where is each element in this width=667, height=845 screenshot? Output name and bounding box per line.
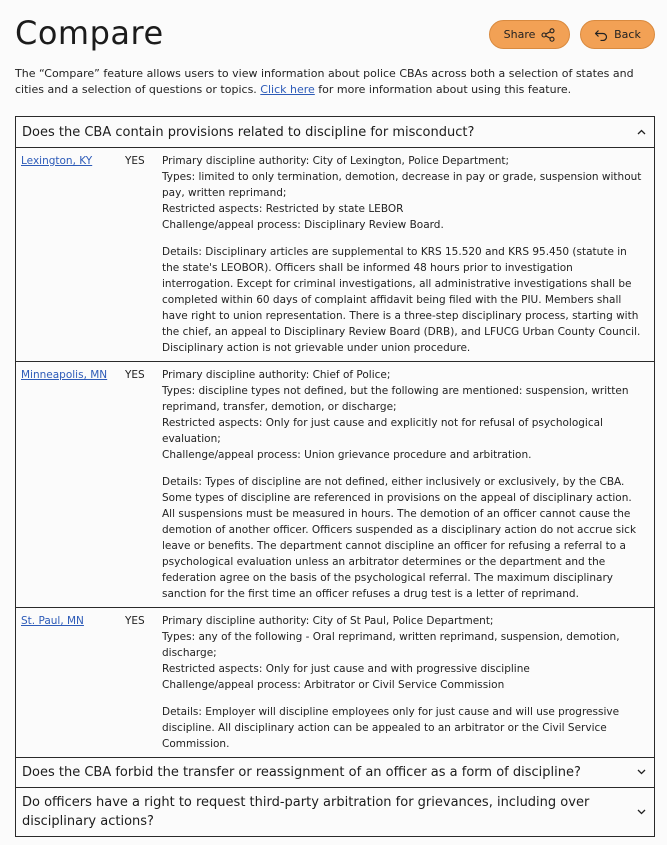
details-paragraph: Details: Types of discipline are not defined, either inclusively or exclusively, by the CBA. Some types of discipline are referenced in provisions on the appeal of disciplinary action. All suspensions must be measured in hours. The demotion of an officer cannot cause the demotion of another officer. Officers suspended as a disciplinary action do not accrue sick leave or benefits. The department cannot discipline an officer for refusing a referral to a psychological evaluation unless an arbitrator determines or the department and the federation agree on the basis of the psychological referral. The maximum disciplinary sanction for the first time an officer refuses a drug test is a letter of reprimand.	[162, 476, 637, 600]
question-header[interactable]	[16, 758, 654, 787]
details-paragraph: Details: Employer will discipline employees only for just cause and will use progressive discipline. All disciplinary action can be appealed to an arbitrator or the Civil Service Commission.	[162, 706, 620, 750]
back-arrow-icon	[594, 29, 608, 41]
share-icon	[541, 28, 555, 42]
table-row	[16, 607, 654, 757]
details-paragraph: Details: Disciplinary articles are supplemental to KRS 15.520 and KRS 95.450 (statute in the state's LEOBOR). Officers shall be informed 48 hours prior to investigation interrogation. Except for criminal investigations, all administrative investigations shall be completed within 60 days of complaint affidavit being filed with the PIU. Members shall have right to union representation. There is a three-step disciplinary process, starting with the chief, an appeal to Disciplinary Review Board (DRB), and LFUCG Urban County Council. Disciplinary action is not grievable under union procedure.	[162, 246, 641, 354]
answer-details: Primary discipline authority: City of St Paul, Police Department; Types: any of the following - Oral reprimand, written reprimand, suspension, demotion, discharge; Restricted aspects: Only for just cause and with progressive discipline Challenge/appeal process: Arbitrator or Civil Service Commission Details: Employer will discipline employees only for just cause and will use progressive discipline. All disciplinary action can be appealed to an arbitrator or the Civil Service Commission.	[162, 613, 654, 752]
back-label: Back	[614, 28, 641, 41]
question-text: Do officers have a right to request third-party arbitration for grievances, including over disciplinary actions?	[22, 795, 590, 829]
answer-details: Primary discipline authority: Chief of Police; Types: discipline types not defined, but the following are mentioned: suspension, written reprimand, transfer, demotion, or discharge; Restricted aspects: Only for just cause and explicitly not for refusal of psychological evaluation; Challenge/appeal process: Union grievance procedure and arbitration. Details: Types of discipline are not defined, either inclusively or exclusively, by the CBA. Some types of discipline are referenced in provisions on the appeal of disciplinary action. All suspensions must be measured in hours. The demotion of an officer cannot cause the demotion of another officer. Officers suspended as a disciplinary action do not accrue sick leave or benefits. The department cannot discipline an officer for refusing a referral to a psychological evaluation unless an arbitrator determines or the department and the federation agree on the basis of the psychological referral. The maximum disciplinary sanction for the first time an officer refuses a drug test is a letter of reprimand.	[162, 367, 654, 602]
chevron-down-icon	[637, 807, 646, 818]
answer-value: YES	[125, 615, 145, 627]
answer-value: YES	[125, 369, 145, 381]
city-link[interactable]: Lexington, KY	[21, 155, 93, 167]
question-header[interactable]	[16, 117, 654, 148]
table-row	[16, 361, 654, 607]
question-panel	[15, 757, 655, 788]
intro-text: The “Compare” feature allows users to view information about police CBAs across both a selection of states and cities and a selection of questions or topics. Click here for more information about using this feature.	[15, 67, 634, 96]
question-header[interactable]	[16, 788, 654, 836]
chevron-up-icon	[637, 127, 646, 138]
back-button[interactable]	[580, 20, 655, 49]
city-link[interactable]: St. Paul, MN	[21, 615, 84, 627]
share-button[interactable]	[489, 20, 570, 49]
chevron-down-icon	[637, 767, 646, 778]
answer-value: YES	[125, 155, 145, 167]
question-text: Does the CBA contain provisions related to discipline for misconduct?	[22, 124, 475, 140]
city-link[interactable]: Minneapolis, MN	[21, 369, 108, 381]
table-row	[16, 148, 654, 361]
question-panel	[15, 116, 655, 758]
help-link[interactable]: Click here	[260, 83, 315, 96]
share-label: Share	[503, 28, 536, 41]
question-text: Does the CBA forbid the transfer or reassignment of an officer as a form of discipline?	[22, 765, 581, 780]
page-title: Compare	[15, 14, 164, 52]
question-panel	[15, 787, 655, 837]
answer-details: Primary discipline authority: City of Lexington, Police Department; Types: limited to only termination, demotion, decrease in pay or grade, suspension without pay, written reprimand; Restricted aspects: Restricted by state LEBOR Challenge/appeal process: Disciplinary Review Board. Details: Disciplinary articles are supplemental to KRS 15.520 and KRS 95.450 (statute in the state's LEOBOR). Officers shall be informed 48 hours prior to investigation interrogation. Except for criminal investigations, all administrative investigations shall be completed within 60 days of complaint affidavit being filed with the PIU. Members shall have right to union representation. There is a three-step disciplinary process, starting with the chief, an appeal to Disciplinary Review Board (DRB), and LFUCG Urban County Council. Disciplinary action is not grievable under union procedure.	[162, 153, 654, 356]
